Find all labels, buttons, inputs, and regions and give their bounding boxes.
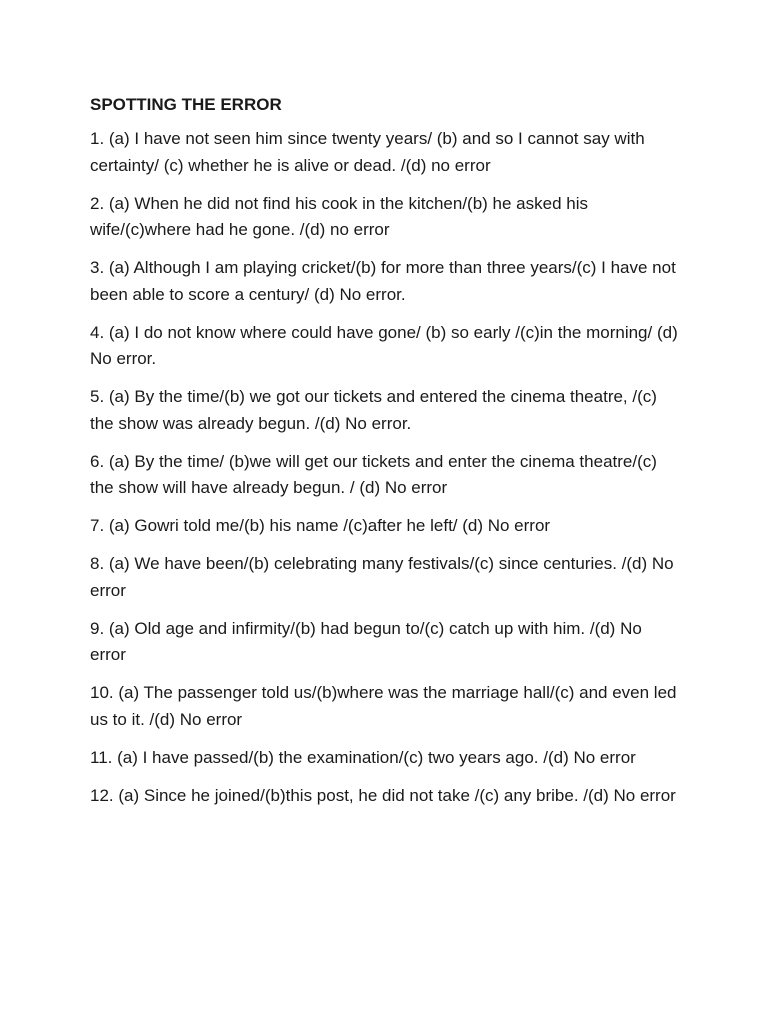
document-page (90, 92, 680, 821)
question-3: 3. (a) Although I am playing cricket/(b) for more than three years/(c) I have not been able to score a century/ (d) No error. (90, 258, 676, 304)
question-9: 9. (a) Old age and infirmity/(b) had begun to/(c) catch up with him. /(d) No error (90, 618, 642, 664)
question-4: 4. (a) I do not know where could have gone/ (b) so early /(c)in the morning/ (d) No error. (90, 322, 678, 368)
question-5: 5. (a) By the time/(b) we got our tickets and entered the cinema theatre, /(c) the show was already begun. /(d) No error. (90, 387, 657, 433)
document-title: SPOTTING THE ERROR (90, 95, 282, 114)
question-6: 6. (a) By the time/ (b)we will get our tickets and enter the cinema theatre/(c) the show will have already begun. / (d) No error (90, 451, 657, 497)
question-7: 7. (a) Gowri told me/(b) his name /(c)after he left/ (d) No error (90, 516, 551, 535)
question-11: 11. (a) I have passed/(b) the examination/(c) two years ago. /(d) No error (90, 747, 636, 767)
question-12: 12. (a) Since he joined/(b)this post, he did not take /(c) any bribe. /(d) No error (90, 785, 676, 805)
question-10: 10. (a) The passenger told us/(b)where was the marriage hall/(c) and even led us to it. /(d) No error (90, 683, 677, 729)
question-8: 8. (a) We have been/(b) celebrating many festivals/(c) since centuries. /(d) No error (90, 554, 674, 600)
question-1: 1. (a) I have not seen him since twenty years/ (b) and so I cannot say with certainty/ (c) whether he is alive or dead. /(d) no error (90, 129, 645, 175)
question-2: 2. (a) When he did not find his cook in the kitchen/(b) he asked his wife/(c)where had he gone. /(d) no error (90, 193, 588, 239)
